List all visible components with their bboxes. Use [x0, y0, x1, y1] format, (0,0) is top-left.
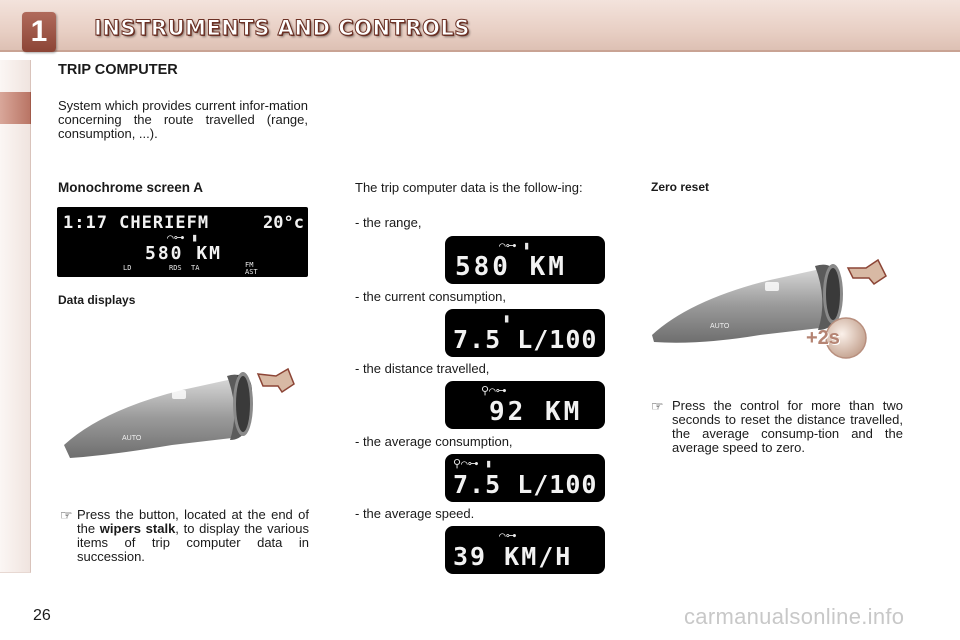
- bullet-icon: ☞: [651, 398, 664, 414]
- average-speed-display: [445, 526, 605, 574]
- svg-text:AUTO: AUTO: [122, 435, 142, 442]
- chapter-tab[interactable]: [0, 476, 31, 509]
- chapter-tab-active[interactable]: [0, 92, 31, 125]
- chapter-tab[interactable]: [0, 380, 31, 413]
- chapter-tabs: [0, 60, 34, 580]
- chapter-tab[interactable]: [0, 444, 31, 477]
- car-icon: ⌒⊶: [499, 529, 517, 542]
- current-consumption-display: [445, 309, 605, 357]
- chapter-tab[interactable]: [0, 124, 31, 157]
- screen-radio-text: 1:17 CHERIEFM: [63, 213, 210, 233]
- screen-label-rds: RDS: [169, 264, 182, 272]
- car-icon: ⌒⊶ ▮: [167, 231, 198, 244]
- range-display: [445, 236, 605, 284]
- average-consumption-display: [445, 454, 605, 502]
- header-divider: [0, 50, 960, 52]
- chapter-tab[interactable]: [0, 220, 31, 253]
- bullet-icon: ☞: [60, 507, 73, 523]
- chapter-tab[interactable]: [0, 348, 31, 381]
- press-button-instruction: Press the button, located at the end of the wipers stalk, to display the various items of trip computer data in succession.: [77, 507, 309, 564]
- chapter-number-badge: 1: [22, 12, 56, 52]
- list-intro: The trip computer data is the follow-ing:: [355, 180, 583, 195]
- distance-travelled-value: 92 KM: [489, 397, 583, 427]
- monochrome-screen-display: [57, 207, 308, 277]
- car-icon: ⌒⊶ ▮: [499, 239, 530, 252]
- pointer-arrow-icon: [258, 369, 294, 392]
- zero-reset-instruction: Press the control for more than two seconds to reset the distance travelled, the average consump-tion and the average speed to zero.: [672, 398, 903, 455]
- chapter-tab[interactable]: [0, 252, 31, 285]
- svg-text:AUTO: AUTO: [710, 323, 730, 330]
- wipers-stalk-illustration: [62, 350, 302, 460]
- distance-travelled-display: [445, 381, 605, 429]
- screen-label-ta: TA: [191, 264, 200, 272]
- pointer-arrow-icon: [848, 260, 886, 284]
- two-seconds-label: +2s: [806, 327, 840, 349]
- list-item-label: - the average speed.: [355, 506, 475, 521]
- screen-temperature: 20°c: [263, 213, 304, 233]
- chapter-tab[interactable]: [0, 508, 31, 541]
- data-displays-title: Data displays: [58, 293, 136, 307]
- monochrome-screen-title: Monochrome screen A: [58, 180, 204, 195]
- car-icon: ⚲⌒⊶ ▮: [453, 457, 492, 470]
- fuel-pump-icon: ▮: [503, 311, 511, 325]
- chapter-tab[interactable]: [0, 540, 31, 573]
- chapter-tab[interactable]: [0, 412, 31, 445]
- screen-range-value: 580 KM: [145, 243, 223, 264]
- zero-reset-title: Zero reset: [651, 180, 710, 194]
- watermark: carmanualsonline.info: [684, 604, 905, 629]
- average-consumption-value: 7.5 L/100: [453, 470, 598, 499]
- screen-label-ld: LD: [123, 264, 132, 272]
- average-speed-value: 39 KM/H: [453, 542, 573, 571]
- list-item-label: - the average consumption,: [355, 434, 513, 449]
- screen-label-fm-ast: FM AST: [245, 261, 258, 276]
- chapter-tab[interactable]: [0, 316, 31, 349]
- chapter-tab[interactable]: [0, 188, 31, 221]
- list-item-label: - the range,: [355, 215, 422, 230]
- range-value: 580 KM: [455, 252, 567, 282]
- chapter-tab[interactable]: [0, 60, 31, 93]
- section-title: TRIP COMPUTER: [58, 62, 178, 78]
- zero-reset-stalk-illustration: [650, 250, 900, 360]
- intro-paragraph: System which provides current infor-mation concerning the route travelled (range, consumption, ...).: [58, 98, 308, 141]
- list-item-label: - the current consumption,: [355, 289, 507, 304]
- car-icon: ⚲⌒⊶: [481, 384, 507, 397]
- list-item-label: - the distance travelled,: [355, 361, 490, 376]
- chapter-title: INSTRUMENTS AND CONTROLS: [94, 16, 470, 40]
- chapter-tab[interactable]: [0, 284, 31, 317]
- current-consumption-value: 7.5 L/100: [453, 325, 598, 354]
- chapter-tab[interactable]: [0, 156, 31, 189]
- page-number: 26: [33, 607, 51, 624]
